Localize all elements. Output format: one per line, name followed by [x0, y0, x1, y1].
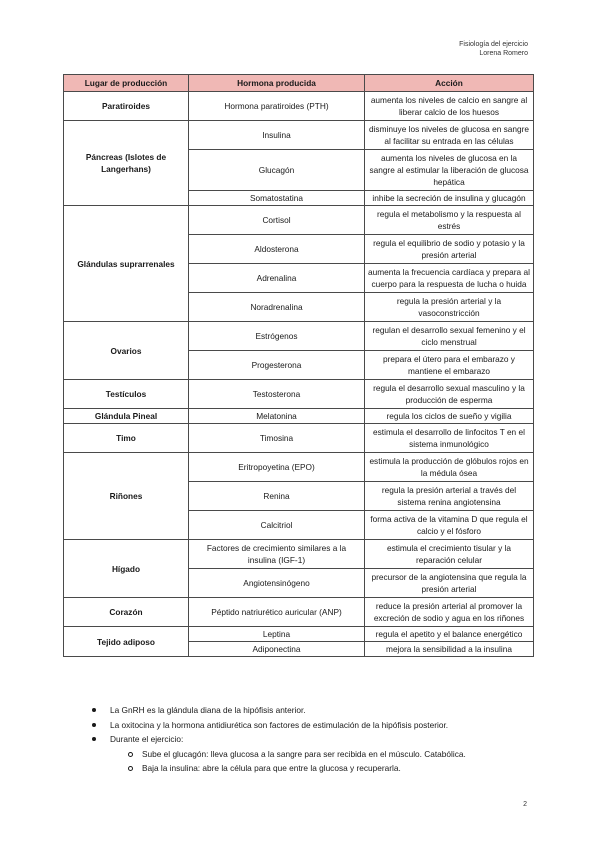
hormone-cell: Timosina	[189, 424, 365, 453]
hormone-cell: Péptido natriurético auricular (ANP)	[189, 598, 365, 627]
table-row	[64, 627, 534, 642]
action-cell: prepara el útero para el embarazo y mantiene el embarazo	[365, 351, 534, 380]
action-cell: mejora la sensibilidad a la insulina	[365, 642, 534, 657]
bullet-circle-icon	[128, 752, 133, 757]
bullet-dot-icon	[92, 737, 96, 741]
table-body	[64, 92, 534, 657]
hormone-cell: Renina	[189, 482, 365, 511]
col-header-hormona: Hormona producida	[189, 75, 365, 92]
hormone-cell: Glucagón	[189, 150, 365, 191]
place-cell: Paratiroides	[64, 92, 189, 121]
action-cell: regula el apetito y el balance energético	[365, 627, 534, 642]
table-row	[64, 380, 534, 409]
action-cell: regula los ciclos de sueño y vigilia	[365, 409, 534, 424]
place-cell: Hígado	[64, 540, 189, 598]
list-item	[128, 761, 552, 776]
note-text: La oxitocina y la hormona antidiurética son factores de estimulación de la hipófisis posterior.	[110, 719, 449, 730]
table-row	[64, 453, 534, 482]
table-row	[64, 598, 534, 627]
place-cell: Glándulas suprarrenales	[64, 206, 189, 322]
action-cell: regula el metabolismo y la respuesta al estrés	[365, 206, 534, 235]
hormone-cell: Cortisol	[189, 206, 365, 235]
hormone-cell: Eritropoyetina (EPO)	[189, 453, 365, 482]
action-cell: estimula la producción de glóbulos rojos en la médula ósea	[365, 453, 534, 482]
table-row	[64, 540, 534, 569]
action-cell: regula la presión arterial y la vasoconstricción	[365, 293, 534, 322]
action-cell: precursor de la angiotensina que regula la presión arterial	[365, 569, 534, 598]
hormone-cell: Insulina	[189, 121, 365, 150]
action-cell: aumenta los niveles de glucosa en la sangre al estimular la liberación de glucosa hepática	[365, 150, 534, 191]
note-text: Durante el ejercicio:	[110, 734, 184, 744]
table-row	[64, 409, 534, 424]
place-cell: Glándula Pineal	[64, 409, 189, 424]
action-cell: inhibe la secreción de insulina y glucagón	[365, 191, 534, 206]
place-cell: Ovarios	[64, 322, 189, 380]
list-item	[92, 703, 552, 718]
hormone-cell: Leptina	[189, 627, 365, 642]
table-row	[64, 92, 534, 121]
action-cell: estimula el desarrollo de linfocitos T en el sistema inmunológico	[365, 424, 534, 453]
hormone-cell: Hormona paratiroides (PTH)	[189, 92, 365, 121]
bullet-dot-icon	[92, 708, 96, 712]
hormone-cell: Estrógenos	[189, 322, 365, 351]
action-cell: regulan el desarrollo sexual femenino y el ciclo menstrual	[365, 322, 534, 351]
place-cell: Corazón	[64, 598, 189, 627]
header-subject: Fisiología del ejercicio	[459, 41, 528, 48]
action-cell: aumenta la frecuencia cardíaca y prepara al cuerpo para la respuesta de lucha o huida	[365, 264, 534, 293]
sub-note-text: Sube el glucagón: lleva glucosa a la sangre para ser recibida en el músculo. Catabólica.	[142, 748, 466, 759]
hormone-cell: Aldosterona	[189, 235, 365, 264]
action-cell: regula la presión arterial a través del sistema renina angiotensina	[365, 482, 534, 511]
col-header-accion: Acción	[365, 75, 534, 92]
action-cell: disminuye los niveles de glucosa en sangre al facilitar su entrada en las células	[365, 121, 534, 150]
table-row	[64, 206, 534, 235]
list-item	[92, 732, 552, 776]
hormone-cell: Melatonina	[189, 409, 365, 424]
table-row	[64, 121, 534, 150]
header-author: Lorena Romero	[479, 50, 528, 57]
note-text: La GnRH es la glándula diana de la hipófisis anterior.	[110, 705, 306, 715]
action-cell: regula el equilibrio de sodio y potasio y la presión arterial	[365, 235, 534, 264]
col-header-lugar: Lugar de producción	[64, 75, 189, 92]
hormone-cell: Somatostatina	[189, 191, 365, 206]
page-number: 2	[523, 801, 527, 808]
place-cell: Testículos	[64, 380, 189, 409]
action-cell: estimula el crecimiento tisular y la reparación celular	[365, 540, 534, 569]
bullet-circle-icon	[128, 766, 133, 771]
place-cell: Páncreas (Islotes de Langerhans)	[64, 121, 189, 206]
hormone-cell: Calcitriol	[189, 511, 365, 540]
place-cell: Timo	[64, 424, 189, 453]
hormone-cell: Angiotensinógeno	[189, 569, 365, 598]
list-item	[92, 718, 552, 733]
sub-note-text: Baja la insulina: abre la célula para que entre la glucosa y recuperarla.	[142, 763, 401, 773]
place-cell: Riñones	[64, 453, 189, 540]
hormone-cell: Testosterona	[189, 380, 365, 409]
hormone-cell: Adiponectina	[189, 642, 365, 657]
bullet-dot-icon	[92, 723, 96, 727]
table-row	[64, 424, 534, 453]
table-header-row	[64, 75, 534, 92]
sub-notes-list	[110, 747, 552, 776]
hormone-table	[63, 74, 534, 657]
hormone-cell: Noradrenalina	[189, 293, 365, 322]
action-cell: aumenta los niveles de calcio en sangre al liberar calcio de los huesos	[365, 92, 534, 121]
hormone-cell: Progesterona	[189, 351, 365, 380]
hormone-cell: Factores de crecimiento similares a la insulina (IGF-1)	[189, 540, 365, 569]
table-row	[64, 322, 534, 351]
hormone-cell: Adrenalina	[189, 264, 365, 293]
action-cell: reduce la presión arterial al promover la excreción de sodio y agua en los riñones	[365, 598, 534, 627]
notes-list	[92, 703, 552, 776]
page-header	[459, 40, 528, 58]
list-item	[128, 747, 552, 762]
place-cell: Tejido adiposo	[64, 627, 189, 657]
action-cell: regula el desarrollo sexual masculino y la producción de esperma	[365, 380, 534, 409]
action-cell: forma activa de la vitamina D que regula el calcio y el fósforo	[365, 511, 534, 540]
